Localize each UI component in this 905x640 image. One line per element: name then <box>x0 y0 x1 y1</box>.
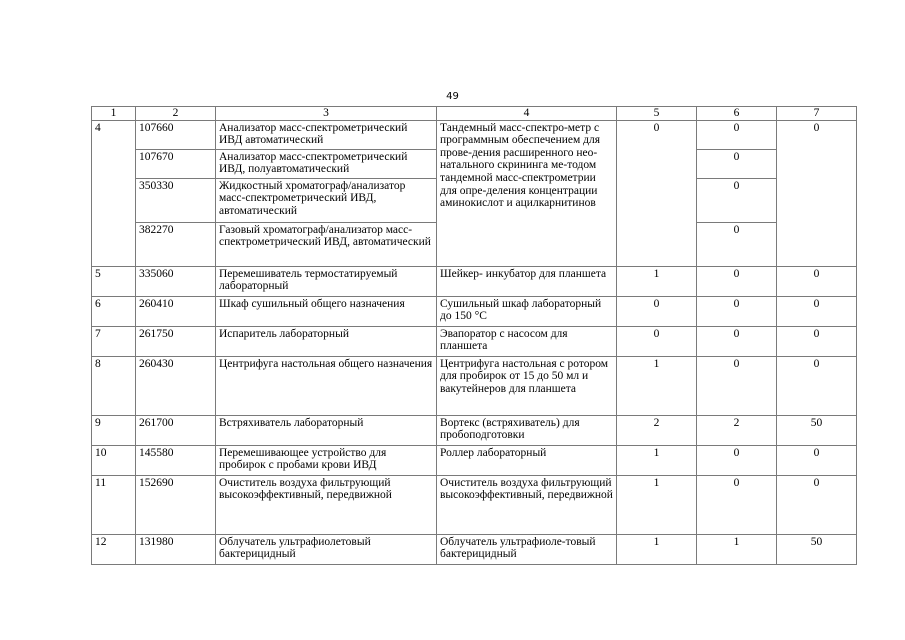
description-cell: Тандемный масс-спектро-метр с программным обеспечением для прове-дения расширенного нео-натального скрининга ме-тодом тандемной масс-спектрометрии для опре-деления концентрации аминокислот и ацилкарнитинов <box>437 120 617 266</box>
col6-cell: 0 <box>697 149 777 178</box>
header-cell: 2 <box>136 107 216 121</box>
name-cell: Центрифуга настольная общего назначения <box>216 356 437 415</box>
col5-cell: 1 <box>617 534 697 564</box>
col7-cell: 50 <box>777 534 857 564</box>
code-cell: 261700 <box>136 415 216 445</box>
table-row <box>92 120 857 149</box>
code-cell: 145580 <box>136 445 216 475</box>
equipment-table <box>91 106 857 565</box>
col6-cell: 0 <box>697 178 777 222</box>
col6-cell: 1 <box>697 534 777 564</box>
header-cell: 4 <box>437 107 617 121</box>
col5-cell: 1 <box>617 266 697 296</box>
col5-cell: 0 <box>617 120 697 266</box>
col7-cell: 0 <box>777 356 857 415</box>
name-cell: Испаритель лабораторный <box>216 326 437 356</box>
name-cell: Газовый хроматограф/анализатор масс-спектрометрический ИВД, автоматический <box>216 222 437 266</box>
row-number: 9 <box>92 415 136 445</box>
col6-cell: 0 <box>697 222 777 266</box>
col5-cell: 1 <box>617 445 697 475</box>
row-number: 4 <box>92 120 136 266</box>
name-cell: Перемешивающее устройство для пробирок с пробами крови ИВД <box>216 445 437 475</box>
col6-cell: 0 <box>697 475 777 534</box>
col7-cell: 0 <box>777 266 857 296</box>
col7-cell: 0 <box>777 296 857 326</box>
col6-cell: 0 <box>697 356 777 415</box>
page-number: 49 <box>446 91 459 102</box>
code-cell: 107670 <box>136 149 216 178</box>
code-cell: 107660 <box>136 120 216 149</box>
description-cell: Облучатель ультрафиоле-товый бактерицидный <box>437 534 617 564</box>
header-cell: 5 <box>617 107 697 121</box>
col6-cell: 0 <box>697 120 777 149</box>
code-cell: 260430 <box>136 356 216 415</box>
name-cell: Жидкостный хроматограф/анализатор масс-спектрометрический ИВД, автоматический <box>216 178 437 222</box>
code-cell: 382270 <box>136 222 216 266</box>
name-cell: Очиститель воздуха фильтрующий высокоэффективный, передвижной <box>216 475 437 534</box>
code-cell: 131980 <box>136 534 216 564</box>
row-number: 10 <box>92 445 136 475</box>
col5-cell: 0 <box>617 326 697 356</box>
description-cell: Шейкер- инкубатор для планшета <box>437 266 617 296</box>
table-row <box>92 266 857 296</box>
col6-cell: 2 <box>697 415 777 445</box>
header-row <box>92 107 857 121</box>
col5-cell: 0 <box>617 296 697 326</box>
header-cell: 6 <box>697 107 777 121</box>
row-number: 8 <box>92 356 136 415</box>
description-cell: Вортекс (встряхиватель) для пробоподготовки <box>437 415 617 445</box>
col5-cell: 1 <box>617 475 697 534</box>
name-cell: Анализатор масс-спектрометрический ИВД, полуавтоматический <box>216 149 437 178</box>
row-number: 7 <box>92 326 136 356</box>
name-cell: Анализатор масс-спектрометрический ИВД автоматический <box>216 120 437 149</box>
col7-cell: 0 <box>777 475 857 534</box>
code-cell: 260410 <box>136 296 216 326</box>
row-number: 11 <box>92 475 136 534</box>
code-cell: 261750 <box>136 326 216 356</box>
col6-cell: 0 <box>697 296 777 326</box>
table-row <box>92 296 857 326</box>
col5-cell: 2 <box>617 415 697 445</box>
description-cell: Очиститель воздуха фильтрующий высокоэффективный, передвижной <box>437 475 617 534</box>
table-row <box>92 326 857 356</box>
table-row <box>92 415 857 445</box>
name-cell: Перемешиватель термостатируемый лабораторный <box>216 266 437 296</box>
col5-cell: 1 <box>617 356 697 415</box>
code-cell: 152690 <box>136 475 216 534</box>
description-cell: Эвапоратор с насосом для планшета <box>437 326 617 356</box>
header-cell: 3 <box>216 107 437 121</box>
col6-cell: 0 <box>697 445 777 475</box>
row-number: 6 <box>92 296 136 326</box>
col7-cell: 0 <box>777 326 857 356</box>
col7-cell: 50 <box>777 415 857 445</box>
header-cell: 1 <box>92 107 136 121</box>
name-cell: Облучатель ультрафиолетовый бактерицидный <box>216 534 437 564</box>
name-cell: Шкаф сушильный общего назначения <box>216 296 437 326</box>
col6-cell: 0 <box>697 266 777 296</box>
row-number: 5 <box>92 266 136 296</box>
table-row <box>92 534 857 564</box>
description-cell: Роллер лабораторный <box>437 445 617 475</box>
col7-cell: 0 <box>777 445 857 475</box>
description-cell: Сушильный шкаф лабораторный до 150 °С <box>437 296 617 326</box>
row-number: 12 <box>92 534 136 564</box>
code-cell: 350330 <box>136 178 216 222</box>
col6-cell: 0 <box>697 326 777 356</box>
header-cell: 7 <box>777 107 857 121</box>
description-cell: Центрифуга настольная с ротором для пробирок от 15 до 50 мл и вакутейнеров для планшета <box>437 356 617 415</box>
col7-cell: 0 <box>777 120 857 266</box>
table-row <box>92 445 857 475</box>
name-cell: Встряхиватель лабораторный <box>216 415 437 445</box>
code-cell: 335060 <box>136 266 216 296</box>
table-row <box>92 356 857 415</box>
table-row <box>92 475 857 534</box>
